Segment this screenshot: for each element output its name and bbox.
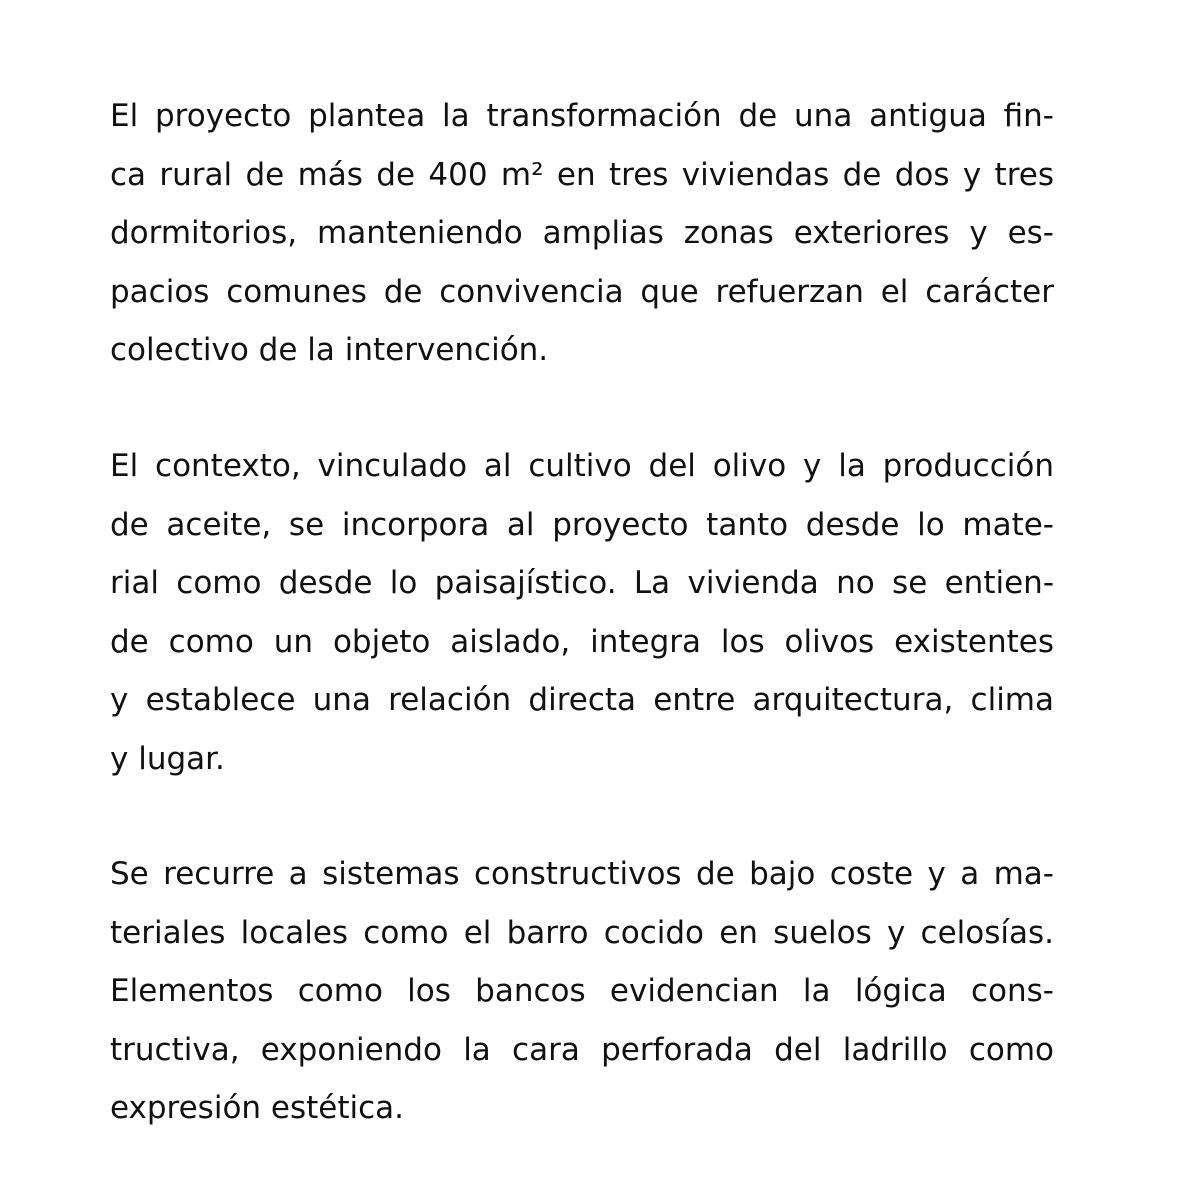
text-line: pacios comunes de convivencia que refuerzan el carácter: [110, 273, 1054, 310]
text-line: y establece una relación directa entre arquitectura, clima: [110, 682, 1054, 718]
text-line: de aceite, se incorpora al proyecto tanto desde lo mate-: [110, 506, 1054, 543]
paragraph-context: [110, 437, 1054, 788]
text-line: El proyecto plantea la transformación de una antigua fin-: [110, 98, 1054, 134]
paragraph-construction: [110, 845, 1054, 1138]
text-line: Elementos como los bancos evidencian la lógica cons-: [110, 973, 1054, 1009]
text-line: de como un objeto aislado, integra los olivos existentes: [110, 623, 1054, 660]
text-line: teriales locales como el barro cocido en suelos y celosías.: [110, 914, 1054, 951]
text-line: colectivo de la intervención.: [110, 332, 549, 368]
paragraph-project: [110, 87, 1054, 380]
text-line: rial como desde lo paisajístico. La vivienda no se entien-: [110, 565, 1054, 601]
text-line: El contexto, vinculado al cultivo del olivo y la producción: [110, 448, 1054, 484]
text-line: y lugar.: [110, 740, 225, 777]
text-line: dormitorios, manteniendo amplias zonas exteriores y es-: [110, 215, 1054, 251]
text-line: tructiva, exponiendo la cara perforada del ladrillo como: [110, 1031, 1054, 1068]
text-line: ca rural de más de 400 m² en tres viviendas de dos y tres: [110, 156, 1054, 193]
text-line: Se recurre a sistemas constructivos de bajo coste y a ma-: [110, 856, 1054, 892]
text-line: expresión estética.: [110, 1090, 405, 1126]
